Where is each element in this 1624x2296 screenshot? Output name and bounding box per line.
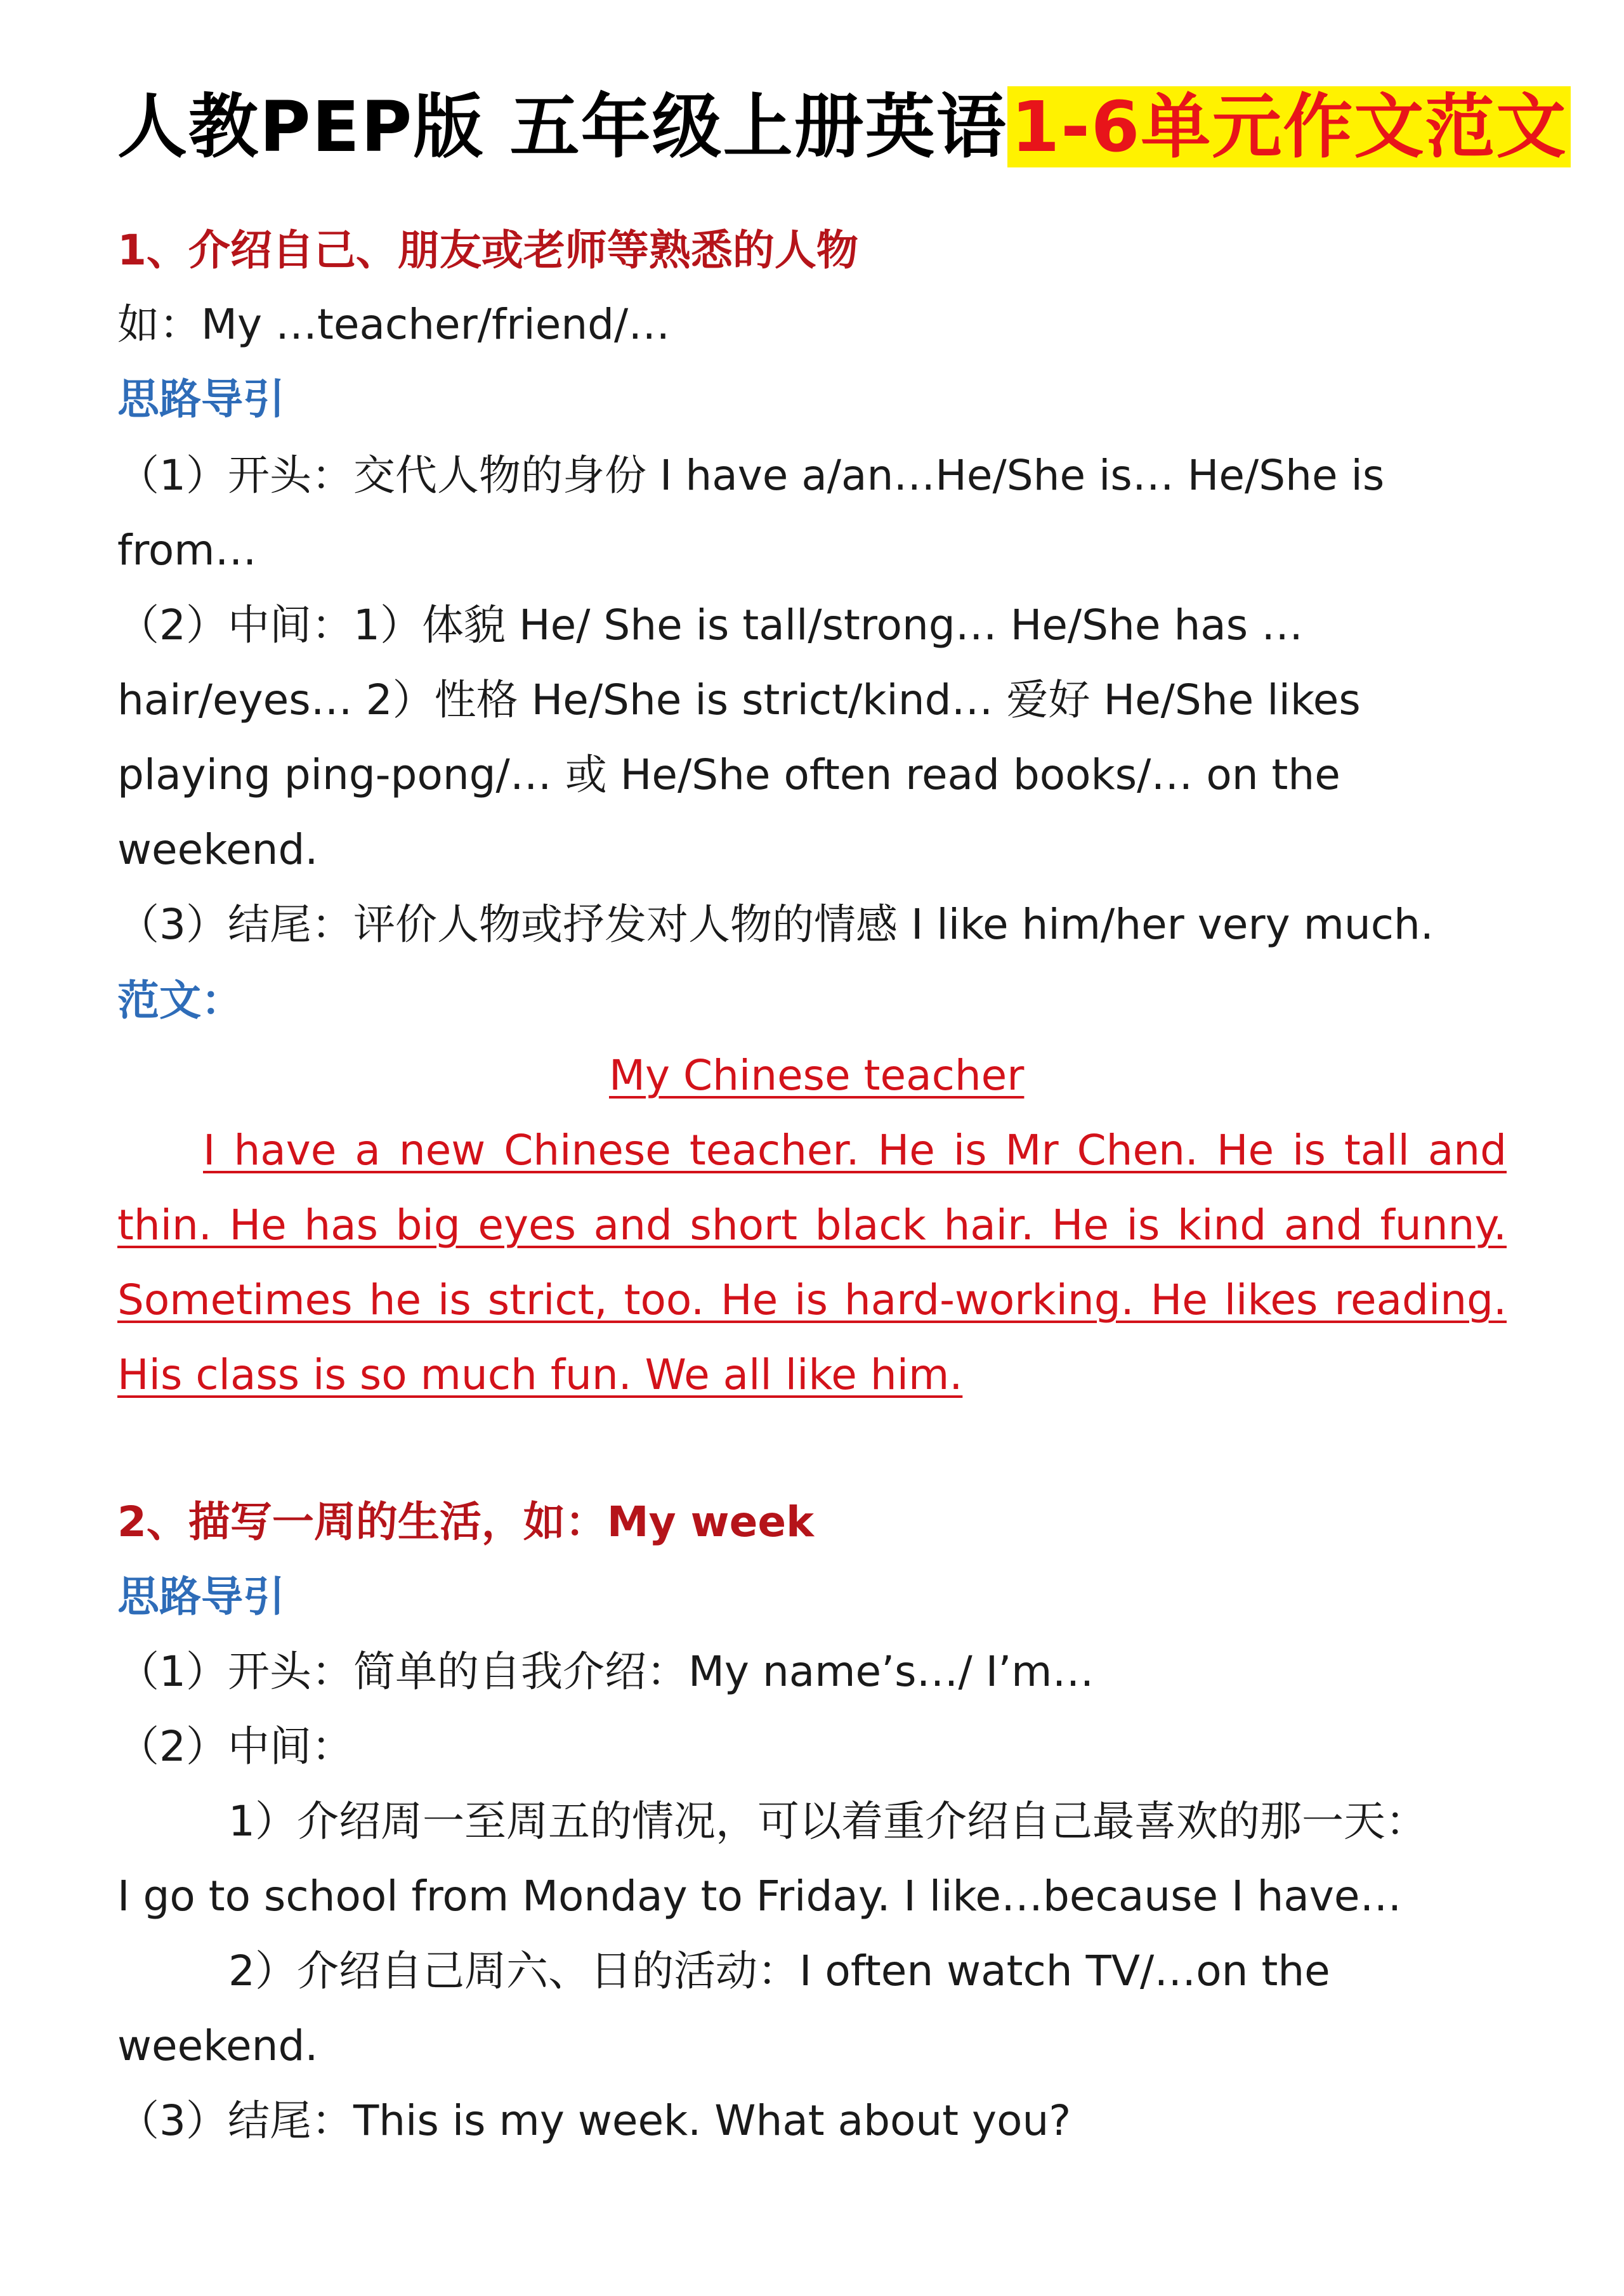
section1-guide-line: （2）中间：1）体貌 He/ She is tall/strong… He/She has … xyxy=(117,601,1304,649)
section2-guide-line: weekend. xyxy=(117,2021,318,2070)
section1-guide-line: hair/eyes… 2）性格 He/She is strict/kind… 爱好 He/She likes xyxy=(117,675,1361,724)
section2-guide-line: （1）开头：简单的自我介绍：My name’s…/ I’m… xyxy=(117,1647,1094,1696)
section1-guide-line: playing ping-pong/… 或 He/She often read books/… on the xyxy=(117,750,1340,799)
section2-heading: 2、描写一周的生活，如：My week xyxy=(117,1497,814,1546)
section1-heading: 1、介绍自己、朋友或老师等熟悉的人物 xyxy=(117,226,858,275)
essay-line: thin. He has big eyes and short black hair. He is kind and funny. xyxy=(117,1201,1507,1249)
section1-example: 如：My …teacher/friend/… xyxy=(117,300,671,349)
section2-guide-label: 思路导引 xyxy=(117,1572,285,1621)
essay-line: Sometimes he is strict, too. He is hard-working. He likes reading. xyxy=(117,1275,1507,1324)
page-title xyxy=(117,76,1571,178)
section2-guide-line: 2）介绍自己周六、日的活动：I often watch TV/…on the xyxy=(228,1947,1330,1995)
essay-line: His class is so much fun. We all like him. xyxy=(117,1350,963,1399)
section1-guide-line: （1）开头：交代人物的身份 I have a/an…He/She is… He/She is xyxy=(117,451,1385,500)
section2-guide-line: I go to school from Monday to Friday. I like…because I have… xyxy=(117,1872,1402,1921)
essay-title: My Chinese teacher xyxy=(609,1051,1025,1100)
essay-line: I have a new Chinese teacher. He is Mr Chen. He is tall and xyxy=(203,1126,1507,1175)
section1-sample-label: 范文： xyxy=(117,976,243,1025)
section1-guide-label: 思路导引 xyxy=(117,375,285,424)
title-highlight: 1-6单元作文范文 xyxy=(1007,86,1571,167)
section1-guide-line: weekend. xyxy=(117,825,318,874)
section2-guide-line: 1）介绍周一至周五的情况，可以着重介绍自己最喜欢的那一天： xyxy=(228,1797,1427,1846)
section2-guide-line: （2）中间： xyxy=(117,1722,353,1771)
section2-guide-line: （3）结尾：This is my week. What about you? xyxy=(117,2096,1071,2145)
section1-guide-line: （3）结尾：评价人物或抒发对人物的情感 I like him/her very much. xyxy=(117,900,1434,949)
title-main: 人教PEP版 五年级上册英语 xyxy=(117,86,1007,167)
section1-guide-line: from… xyxy=(117,526,257,575)
